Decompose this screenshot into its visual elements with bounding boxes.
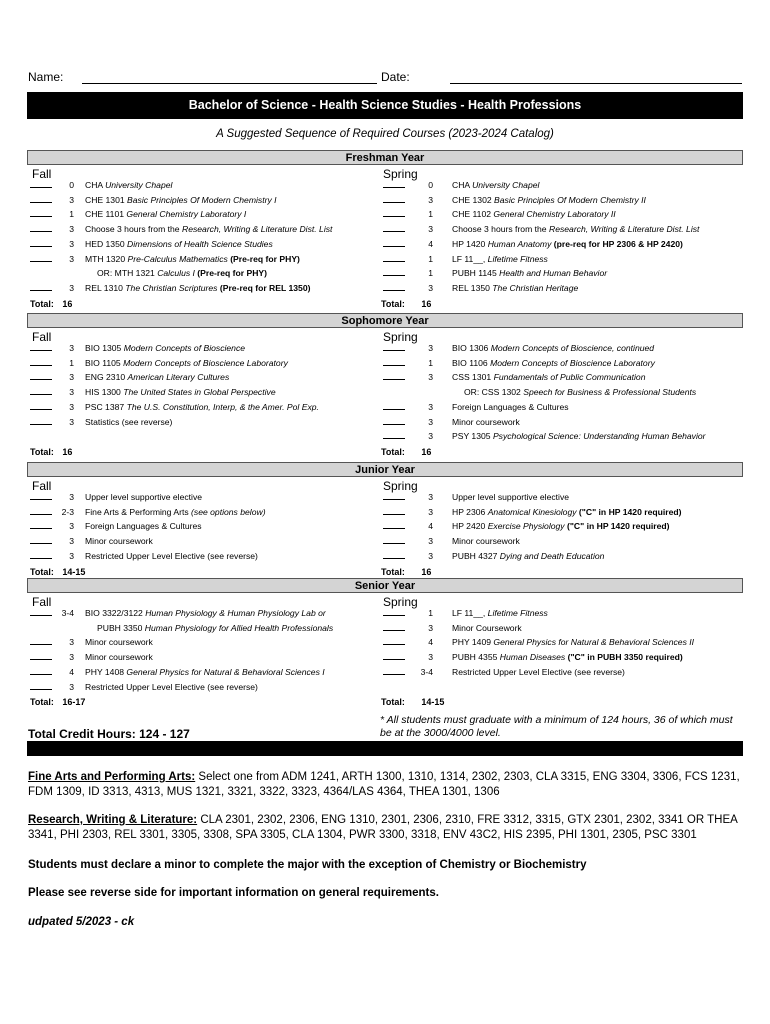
course-code: MTH 1320 <box>85 253 128 264</box>
course-name <box>85 254 300 264</box>
course-code: Minor coursework <box>452 536 520 547</box>
course-code: BIO 3322/3122 <box>85 608 146 618</box>
course-name <box>464 387 696 397</box>
course-title: Modern Concepts of Bioscience <box>123 343 246 353</box>
credit-hours: 3 <box>428 194 433 205</box>
credit-hours: 3-4 <box>420 666 433 677</box>
fine-arts-text: Select one from ADM 1241, ARTH 1300, 1310, 1314, 2302, 2303, CLA 3315, ENG 3304, 3306, FCS 1231, FDM 1309, ID 3313, 4313, MUS 1321, 3321, 3322, 3323, 4364/LAS 4364, THEA 1301, 1306 <box>28 771 740 798</box>
course-code: Restricted Upper Level Elective (see reverse) <box>85 681 258 692</box>
year-header: Junior Year <box>27 462 743 477</box>
course-name <box>85 637 153 647</box>
course-name <box>452 180 539 190</box>
total-label: Total: <box>30 566 57 577</box>
course-name <box>85 358 288 368</box>
course-name <box>452 239 683 249</box>
credit-hours: 0 <box>428 180 433 190</box>
credit-hours: 3 <box>428 550 433 561</box>
course-prereq: ("C" in HP 1420 required) <box>564 521 670 532</box>
credit-hours: 3 <box>69 416 74 427</box>
year-header: Freshman Year <box>27 150 743 165</box>
course-title: The United States in Global Perspective <box>123 387 276 398</box>
hours-checkbox-blank[interactable] <box>383 180 405 188</box>
hours-checkbox-blank[interactable] <box>30 387 52 395</box>
course-name <box>452 195 646 205</box>
course-code: Choose 3 hours from the <box>452 224 549 235</box>
course-name <box>85 608 326 618</box>
course-title: Human Diseases <box>499 652 566 663</box>
course-code: Restricted Upper Level Elective (see reverse) <box>85 550 258 561</box>
credit-hours: 1 <box>69 357 74 368</box>
hours-checkbox-blank[interactable] <box>383 283 405 291</box>
credit-hours: 3 <box>69 521 74 532</box>
date-label: Date: <box>381 70 410 84</box>
credit-hours: 3 <box>428 431 433 442</box>
course-title: Lifetime Fitness <box>487 608 548 618</box>
credit-hours: 3 <box>69 401 74 412</box>
course-code: LF 11__, <box>452 253 488 264</box>
course-prereq: ("C" in PUBH 3350 required) <box>565 652 683 663</box>
hours-checkbox-blank[interactable] <box>30 283 52 291</box>
credit-hours: 3 <box>69 652 74 663</box>
rwl-text: CLA 2301, 2302, 2306, ENG 1310, 2301, 2306, 2310, FRE 3312, 3315, GTX 2301, 2302, 3341 OR THEA 3341, PHI 2303, REL 3301, 3305, 3308, SPA 3305, CLA 1304, PWR 3300, 3318, ENV 43C2, HIS 2395, PHI 1301, 2305, PSC 3301 <box>28 814 738 841</box>
course-code: Minor Coursework <box>452 622 522 633</box>
course-title: Exercise Physiology <box>487 521 565 532</box>
credit-hours: 1 <box>428 357 433 368</box>
course-name <box>85 195 277 205</box>
course-code: PHY 1408 <box>85 666 127 677</box>
course-title: Basic Principles Of Modern Chemistry I <box>127 194 277 205</box>
course-code: HP 2420 <box>452 521 488 532</box>
course-name <box>85 224 332 234</box>
credit-hours: 3 <box>69 372 74 383</box>
credit-hours: 1 <box>428 253 433 264</box>
course-name <box>452 492 569 502</box>
hours-checkbox-blank[interactable] <box>383 417 405 425</box>
hours-checkbox-blank[interactable] <box>30 209 52 217</box>
fall-label: Fall <box>32 330 52 344</box>
hours-checkbox-blank[interactable] <box>30 637 52 645</box>
course-prereq: (Pre-req for REL 1350) <box>217 282 311 293</box>
hours-checkbox-blank[interactable] <box>30 372 52 380</box>
course-name <box>85 209 246 219</box>
hours-checkbox-blank[interactable] <box>30 536 52 544</box>
course-name <box>452 652 683 662</box>
course-name <box>452 254 548 264</box>
course-title: Health and Human Behavior <box>499 268 608 279</box>
hours-checkbox-blank[interactable] <box>383 551 405 559</box>
course-code: CHE 1302 <box>452 194 495 205</box>
credit-hours: 4 <box>69 666 74 677</box>
course-title: American Literary Cultures <box>127 372 230 383</box>
credit-hours: 3 <box>69 637 74 648</box>
name-label: Name: <box>28 70 64 84</box>
hours-checkbox-blank[interactable] <box>30 343 52 351</box>
course-title: General Chemistry Laboratory I <box>126 209 247 220</box>
course-name <box>85 507 266 517</box>
credit-hours: 3 <box>69 282 74 293</box>
hours-checkbox-blank[interactable] <box>383 623 405 631</box>
course-code: Fine Arts & Performing Arts <box>85 506 192 517</box>
course-code: CHA <box>85 180 106 190</box>
credit-hours: 3 <box>428 506 433 517</box>
hours-checkbox-blank[interactable] <box>30 402 52 410</box>
course-code: Upper level supportive elective <box>85 492 203 502</box>
credit-hours: 0 <box>69 180 74 190</box>
course-name <box>452 551 604 561</box>
hours-checkbox-blank[interactable] <box>383 507 405 515</box>
hours-checkbox-blank[interactable] <box>383 536 405 544</box>
name-field-line[interactable] <box>82 83 377 84</box>
credit-hours: 1 <box>428 608 433 618</box>
credit-hours: 3 <box>428 343 433 353</box>
credit-hours: 3 <box>69 253 74 264</box>
hours-checkbox-blank[interactable] <box>30 417 52 425</box>
total-label: Total: <box>381 298 408 309</box>
course-code: Minor coursework <box>85 536 153 547</box>
credit-hours: 1 <box>69 209 74 220</box>
course-title: Human Anatomy <box>487 238 552 249</box>
course-title: Modern Concepts of Bioscience Laboratory <box>490 357 655 368</box>
hours-checkbox-blank[interactable] <box>383 637 405 645</box>
fall-total <box>30 697 85 707</box>
updated-note: udpated 5/2023 - ck <box>28 916 135 928</box>
course-name <box>85 536 153 546</box>
credit-hours: 3 <box>69 536 74 547</box>
course-code: Statistics (see reverse) <box>85 416 173 427</box>
hours-checkbox-blank[interactable] <box>383 372 405 380</box>
course-code: CHE 1102 <box>452 209 494 220</box>
course-name <box>85 521 202 531</box>
course-code: REL 1350 <box>452 282 493 293</box>
credit-hours: 3 <box>428 282 433 293</box>
credit-hours: 3 <box>428 622 433 633</box>
hours-checkbox-blank[interactable] <box>30 682 52 690</box>
fine-arts-note <box>28 770 744 800</box>
course-title: Psychological Science: Understanding Human Behavior <box>492 431 706 442</box>
credit-hours: 3 <box>428 536 433 547</box>
credit-hours: 3 <box>69 550 74 561</box>
rwl-label: Research, Writing & Literature: <box>28 814 198 826</box>
course-code: CSS 1301 <box>452 372 494 383</box>
course-code: PHY 1409 <box>452 637 494 648</box>
spring-label: Spring <box>383 595 418 609</box>
credit-hours: 3 <box>69 387 74 398</box>
course-name <box>85 283 310 293</box>
total-value: 16 <box>421 298 432 309</box>
course-title: Anatomical Kinesiology <box>487 506 577 517</box>
hours-checkbox-blank[interactable] <box>30 224 52 232</box>
credit-hours: 3 <box>69 224 74 235</box>
hours-checkbox-blank[interactable] <box>383 358 405 366</box>
course-title: General Chemistry Laboratory II <box>493 209 616 220</box>
course-name <box>85 551 258 561</box>
course-code: HED 1350 <box>85 238 128 249</box>
hours-checkbox-blank[interactable] <box>30 667 52 675</box>
course-name <box>85 682 258 692</box>
course-title: Basic Principles Of Modern Chemistry II <box>494 194 646 205</box>
course-code: Upper level supportive elective <box>452 492 570 502</box>
credit-hours: 3 <box>69 194 74 205</box>
course-name <box>452 343 654 353</box>
course-name <box>452 283 578 293</box>
course-code: OR: MTH 1321 <box>97 268 158 279</box>
credit-hours: 3 <box>69 492 74 502</box>
total-value: 16 <box>421 446 432 457</box>
total-value: 16 <box>62 298 73 309</box>
fall-label: Fall <box>32 595 52 609</box>
course-name <box>452 417 520 427</box>
hours-checkbox-blank[interactable] <box>383 431 405 439</box>
course-title: Human Physiology & Human Physiology Lab or <box>145 608 326 618</box>
fall-label: Fall <box>32 167 52 181</box>
course-name <box>452 623 522 633</box>
course-name <box>452 507 682 517</box>
course-code: PUBH 4355 <box>452 652 500 663</box>
date-field-line[interactable] <box>450 83 742 84</box>
course-prereq: (Pre-req for PHY) <box>194 268 268 279</box>
course-name <box>85 667 325 677</box>
course-code: CHE 1101 <box>85 209 127 220</box>
course-name <box>452 358 655 368</box>
course-code: PUBH 3350 <box>97 622 145 633</box>
hours-checkbox-blank[interactable] <box>30 608 52 616</box>
total-value: 16-17 <box>62 697 86 708</box>
spring-total <box>381 697 444 707</box>
credit-hours: 3 <box>69 681 74 692</box>
course-code: Foreign Languages & Cultures <box>452 401 569 412</box>
course-code: Choose 3 hours from the <box>85 224 182 235</box>
total-value: 16 <box>421 566 432 577</box>
credit-hours: 1 <box>428 268 433 279</box>
page-title: Bachelor of Science - Health Science Studies - Health Professions <box>27 92 743 119</box>
spring-label: Spring <box>383 330 418 344</box>
hours-checkbox-blank[interactable] <box>383 343 405 351</box>
hours-checkbox-blank[interactable] <box>383 608 405 616</box>
course-prereq: ("C" in HP 1420 required) <box>576 506 682 517</box>
course-name <box>452 667 625 677</box>
course-name <box>452 431 706 441</box>
course-title: Research, Writing & Literature Dist. List <box>548 224 700 235</box>
course-title: The Christian Heritage <box>492 282 579 293</box>
course-name <box>452 224 699 234</box>
course-title: The Christian Scriptures <box>125 282 218 293</box>
fall-total <box>30 299 72 309</box>
course-code: Foreign Languages & Cultures <box>85 521 202 532</box>
course-name <box>97 623 333 633</box>
divider-bar <box>27 741 743 756</box>
course-title: Research, Writing & Literature Dist. List <box>181 224 333 235</box>
hours-checkbox-blank[interactable] <box>383 492 405 500</box>
credit-hours: 4 <box>428 521 433 532</box>
spring-total <box>381 299 431 309</box>
spring-label: Spring <box>383 479 418 493</box>
course-name <box>452 521 670 531</box>
spring-total <box>381 567 431 577</box>
credit-hours: 3 <box>428 416 433 427</box>
course-name <box>85 417 172 427</box>
course-name <box>452 209 616 219</box>
hours-checkbox-blank[interactable] <box>383 521 405 529</box>
course-name <box>452 402 569 412</box>
hours-checkbox-blank[interactable] <box>383 652 405 660</box>
course-title: Calculus I <box>157 268 195 279</box>
hours-checkbox-blank[interactable] <box>383 268 405 276</box>
course-code: Minor coursework <box>85 652 153 663</box>
course-code: HP 2306 <box>452 506 488 517</box>
spring-total <box>381 447 431 457</box>
total-label: Total: <box>381 446 408 457</box>
course-title: Modern Concepts of Bioscience, continued <box>490 343 655 353</box>
page-subtitle: A Suggested Sequence of Required Courses (2023-2024 Catalog) <box>216 128 554 140</box>
course-title: Speech for Business & Professional Students <box>523 387 697 398</box>
hours-checkbox-blank[interactable] <box>383 195 405 203</box>
course-name <box>452 637 694 647</box>
course-name <box>452 608 548 618</box>
course-name <box>85 372 229 382</box>
hours-checkbox-blank[interactable] <box>30 239 52 247</box>
course-code: Minor coursework <box>452 416 520 427</box>
year-header: Sophomore Year <box>27 313 743 328</box>
course-title: Dying and Death Education <box>499 550 605 561</box>
total-label: Total: <box>381 697 408 708</box>
course-title: Pre-Calculus Mathematics <box>127 253 228 264</box>
hours-checkbox-blank[interactable] <box>30 358 52 366</box>
hours-checkbox-blank[interactable] <box>383 209 405 217</box>
course-name <box>85 239 273 249</box>
credit-hours: 3 <box>69 343 74 353</box>
hours-checkbox-blank[interactable] <box>30 180 52 188</box>
course-code: PSC 1387 <box>85 401 127 412</box>
course-name <box>452 372 645 382</box>
course-code: HP 1420 <box>452 238 488 249</box>
course-code: ENG 2310 <box>85 372 128 383</box>
course-code: CHE 1301 <box>85 194 128 205</box>
course-name <box>85 652 153 662</box>
course-title: (see options below) <box>191 506 266 517</box>
course-title: Dimensions of Health Science Studies <box>127 238 273 249</box>
credit-hours: 3 <box>428 401 433 412</box>
hours-checkbox-blank[interactable] <box>383 239 405 247</box>
course-name <box>85 343 245 353</box>
fall-total <box>30 447 72 457</box>
course-prereq: (Pre-req for PHY) <box>227 253 300 264</box>
course-code: CHA <box>452 180 473 190</box>
graduation-note: * All students must graduate with a minimum of 124 hours, 36 of which must be at the 3000/4000 level. <box>380 714 733 739</box>
hours-checkbox-blank[interactable] <box>30 492 52 500</box>
credit-hours: 4 <box>428 637 433 648</box>
course-name <box>452 536 520 546</box>
course-code: BIO 1306 <box>452 343 491 353</box>
hours-checkbox-blank[interactable] <box>30 195 52 203</box>
total-label: Total: <box>30 697 57 708</box>
course-name <box>85 387 276 397</box>
credit-hours: 2-3 <box>61 506 74 517</box>
course-title: University Chapel <box>105 180 173 190</box>
course-code: BIO 1305 <box>85 343 124 353</box>
course-code: BIO 1105 <box>85 357 124 368</box>
course-code: HIS 1300 <box>85 387 124 398</box>
total-label: Total: <box>381 566 408 577</box>
course-code: REL 1310 <box>85 282 126 293</box>
hours-checkbox-blank[interactable] <box>30 254 52 262</box>
course-code: PSY 1305 <box>452 431 493 442</box>
total-label: Total: <box>30 446 57 457</box>
hours-checkbox-blank[interactable] <box>30 507 52 515</box>
course-name <box>452 268 607 278</box>
course-code: Restricted Upper Level Elective (see reverse) <box>452 666 625 677</box>
hours-checkbox-blank[interactable] <box>383 402 405 410</box>
credit-hours: 3 <box>428 372 433 383</box>
course-title: General Physics for Natural & Behavioral Sciences I <box>126 666 325 677</box>
hours-checkbox-blank[interactable] <box>30 521 52 529</box>
course-name <box>85 402 319 412</box>
credit-hours: 1 <box>428 209 433 220</box>
credit-hours: 3 <box>69 238 74 249</box>
course-code: BIO 1106 <box>452 357 491 368</box>
credit-hours: 4 <box>428 238 433 249</box>
credit-hours: 3-4 <box>61 608 74 618</box>
course-name <box>97 268 267 278</box>
hours-checkbox-blank[interactable] <box>30 551 52 559</box>
course-name <box>85 492 202 502</box>
year-header: Senior Year <box>27 578 743 593</box>
total-value: 16 <box>62 446 73 457</box>
course-code: OR: CSS 1302 <box>464 387 524 398</box>
course-title: Modern Concepts of Bioscience Laboratory <box>123 357 288 368</box>
rwl-note <box>28 813 744 843</box>
reverse-note: Please see reverse side for important information on general requirements. <box>28 887 439 899</box>
course-code: Minor coursework <box>85 637 153 648</box>
fall-label: Fall <box>32 479 52 493</box>
course-title: General Physics for Natural & Behavioral Sciences II <box>493 637 695 648</box>
spring-label: Spring <box>383 167 418 181</box>
credit-hours: 3 <box>428 492 433 502</box>
course-code: LF 11__, <box>452 608 488 618</box>
course-title: The U.S. Constitution, Interp, & the Amer. Pol Exp. <box>126 401 319 412</box>
fall-total <box>30 567 85 577</box>
total-value: 14-15 <box>421 697 445 708</box>
course-title: Fundamentals of Public Communication <box>493 372 646 383</box>
course-title: University Chapel <box>472 180 540 190</box>
minor-note: Students must declare a minor to complete the major with the exception of Chemistry or Biochemistry <box>28 859 587 871</box>
total-value: 14-15 <box>62 566 86 577</box>
credit-hours: 3 <box>428 652 433 663</box>
course-title: Human Physiology for Allied Health Professionals <box>144 622 334 633</box>
course-code: PUBH 4327 <box>452 550 500 561</box>
credit-hours: 3 <box>428 224 433 235</box>
course-code: PUBH 1145 <box>452 268 500 279</box>
course-prereq: (pre-req for HP 2306 & HP 2420) <box>551 238 683 249</box>
course-name <box>85 180 172 190</box>
hours-checkbox-blank[interactable] <box>30 652 52 660</box>
fine-arts-label: Fine Arts and Performing Arts: <box>28 771 196 783</box>
hours-checkbox-blank[interactable] <box>383 667 405 675</box>
hours-checkbox-blank[interactable] <box>383 224 405 232</box>
total-label: Total: <box>30 298 57 309</box>
total-credit-hours: Total Credit Hours: 124 - 127 <box>28 727 190 741</box>
course-title: Lifetime Fitness <box>487 253 548 264</box>
hours-checkbox-blank[interactable] <box>383 254 405 262</box>
